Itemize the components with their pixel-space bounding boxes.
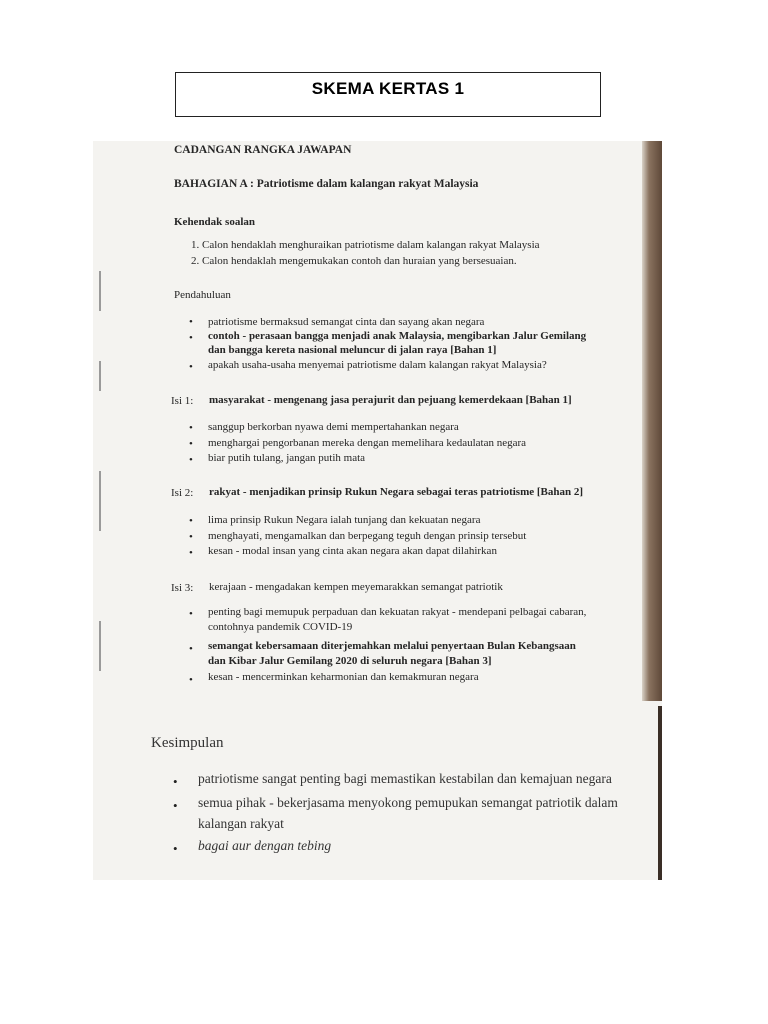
page-title: SKEMA KERTAS 1 (311, 78, 465, 98)
isi3-item: penting bagi memupuk perpaduan dan kekuatan rakyat - mendepani pelbagai cabaran, (208, 606, 587, 618)
pendahuluan-item: patriotisme bermaksud semangat cinta dan sayang akan negara (208, 316, 485, 328)
isi3-point: kerajaan - mengadakan kempen meyemarakkan semangat patriotik (209, 581, 503, 593)
kesimpulan-item: patriotisme sangat penting bagi memastikan kestabilan dan kemajuan negara (198, 771, 612, 786)
kesimpulan-item: kalangan rakyat (198, 816, 284, 831)
bullet: • (189, 332, 193, 344)
pendahuluan-label: Pendahuluan (174, 289, 231, 301)
kesimpulan-label: Kesimpulan (151, 735, 224, 751)
isi2-label: Isi 2: (171, 487, 194, 499)
kehendak-item: 1. Calon hendaklah menghuraikan patriotisme dalam kalangan rakyat Malaysia (191, 239, 540, 251)
scanned-answer-scheme (93, 141, 662, 880)
bullet: • (189, 316, 193, 328)
kehendak-label: Kehendak soalan (174, 216, 255, 228)
bullet: • (173, 841, 178, 856)
bullet: • (189, 531, 193, 543)
bullet: • (189, 674, 193, 686)
isi2-item: lima prinsip Rukun Negara ialah tunjang dan kekuatan negara (208, 514, 481, 526)
isi3-item: kesan - mencerminkan keharmonian dan kemakmuran negara (208, 671, 479, 683)
isi2-item: menghayati, mengamalkan dan berpegang teguh dengan prinsip tersebut (208, 530, 527, 542)
isi1-item: biar putih tulang, jangan putih mata (208, 452, 366, 464)
isi1-item: sanggup berkorban nyawa demi mempertahankan negara (208, 421, 459, 433)
bullet: • (189, 454, 193, 466)
isi3-item: dan Kibar Jalur Gemilang 2020 di seluruh negara [Bahan 3] (208, 655, 492, 667)
bullet: • (189, 515, 193, 527)
bullet: • (189, 608, 193, 620)
pendahuluan-item: dan bangga kereta nasional meluncur di jalan raya [Bahan 1] (208, 344, 497, 356)
isi1-item: menghargai pengorbanan mereka dengan memelihara kedaulatan negara (208, 437, 527, 449)
isi2-point: rakyat - menjadikan prinsip Rukun Negara sebagai teras patriotisme [Bahan 2] (209, 486, 584, 498)
scan-heading: CADANGAN RANGKA JAWAPAN (174, 144, 352, 156)
isi3-label: Isi 3: (171, 582, 194, 594)
bullet: • (189, 361, 193, 373)
isi1-point: masyarakat - mengenang jasa perajurit dan pejuang kemerdekaan [Bahan 1] (209, 394, 572, 406)
kehendak-item: 2. Calon hendaklah mengemukakan contoh dan huraian yang bersesuaian. (191, 255, 517, 267)
kesimpulan-item: bagai aur dengan tebing (198, 838, 332, 853)
title-box (175, 72, 601, 117)
bullet: • (189, 643, 193, 655)
isi1-label: Isi 1: (171, 395, 194, 407)
pendahuluan-item: contoh - perasaan bangga menjadi anak Malaysia, mengibarkan Jalur Gemilang (208, 330, 587, 342)
bullet: • (173, 774, 178, 789)
bullet: • (189, 422, 193, 434)
bullet: • (173, 798, 178, 813)
isi2-item: kesan - modal insan yang cinta akan negara akan dapat dilahirkan (208, 545, 497, 557)
kesimpulan-item: semua pihak - bekerjasama menyokong pemupukan semangat patriotik dalam (198, 795, 618, 810)
isi3-item: contohnya pandemik COVID-19 (208, 621, 353, 633)
bullet: • (189, 438, 193, 450)
bullet: • (189, 547, 193, 559)
isi3-item: semangat kebersamaan diterjemahkan melalui penyertaan Bulan Kebangsaan (208, 640, 576, 652)
section-title: BAHAGIAN A : Patriotisme dalam kalangan rakyat Malaysia (174, 178, 479, 190)
pendahuluan-item: apakah usaha-usaha menyemai patriotisme dalam kalangan rakyat Malaysia? (208, 359, 547, 371)
